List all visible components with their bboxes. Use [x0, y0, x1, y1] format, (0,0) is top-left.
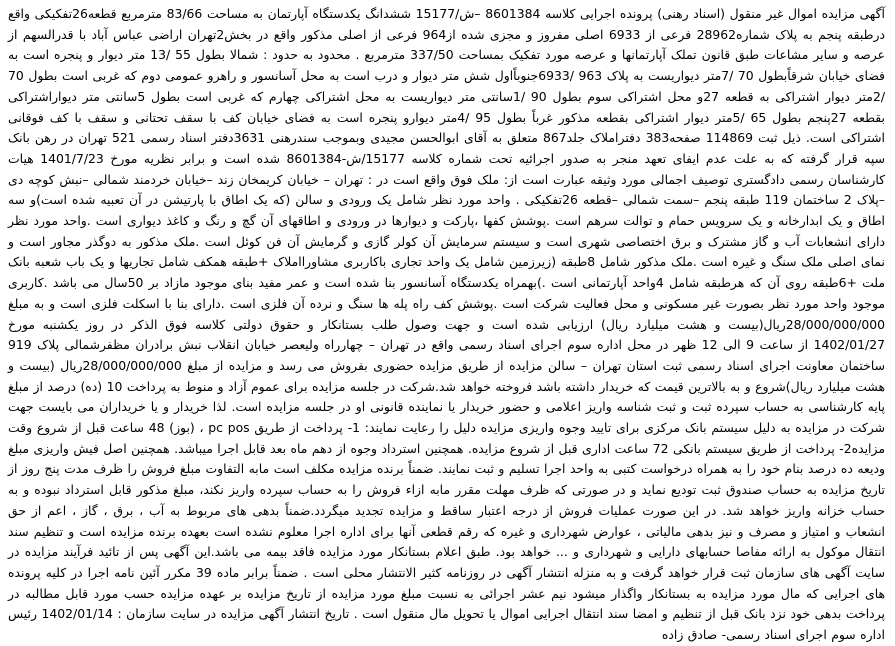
auction-notice-text: آگهی مزایده اموال غیر منقول (اسناد رهنی) پرونده اجرایی کلاسه 8601384 –ش/15177 ششدانگ یکدستگاه آپارتمان به مساحت 83/66 مترمربع قطعه26تفکیکی واقع درطبقه پنجم به پلاک شماره28962 فرعی از 6933 اصلی مفروز و مجزی شده از964 فرعی از اصلی مذکور واقع در بخش2تهران اراضی عباس آباد با قدرالسهم از عرصه و سایر مشاعات طبق قانون تملک آپارتمانها و عرصه مورد تفکیک بمساحت 337/50 مترمربع . محدود به حدود : شمالا بطول 55 /13 متر دیوار و پنجره است به فضای خیابان شرقاًبطول 70 /7متر دیواریست به پلاک 963 /6933جنوباًاول شش متر دیوار و درب است به محل آسانسور و راهرو عمومی دوم که غربی است بطول 70 /2متر دیوار اشتراکی به قطعه 27و محل اشتراکی سوم بطول 90 /1سانتی متر دیواریست به محل اشتراکی چهارم که غربی است بطول 5سانتی متر دیواراشتراکی بقطعه 27پنجم بطول 65 /5متر دیوار اشتراکی بقطعه مذکور غرباً بطول 95 /4متر دیوارو پنجره است به فضای خیابان کف با سقف تحتانی و سقف با کف فوقانی اشتراکی است. ذیل ثبت 114869 صفحه383 دفتراملاک جلد867 متعلق به آقای ابوالحسن مجیدی وبموجب سندرهنی 3631دفتر اسناد رسمی 521 تهران در رهن بانک سپه قرار گرفته که به علت عدم ایفای تعهد منجر به صدور اجرائیه تحت شماره کلاسه 15177/ش-8601384 شده است و برابر نظریه مورخ 1401/7/23 هیات کارشناسان رسمی دادگستری توصیف اجمالی مورد وثیقه عبارت است از: ملک فوق واقع است در : تهران – خیابان کریمخان زند –خیابان خردمند شمالی –نبش کوچه دی –پلاک 2 ساختمان 119 طبقه پنجم –سمت شمالی –قطعه 26تفکیکی . واحد مورد نظر شامل یک ورودی و سالن (که یک اطاق با پارتیشن در آن تعبیه شده است)و سه اطاق و یک ابدارخانه و یک سرویس حمام و توالت سرهم است .پوشش کفها ،پارکت و دیوارها در ورودی و اطاقهای آن گچ و رنگ و کاغذ دیواری است .واحد مورد نظر دارای انشعابات آب و گاز مشترک و برق اختصاصی شهری است و سیستم سرمایش آن کولر گازی و گرمایش آن فن کوئل است .ملک مذکور به دوگذر مجاور است و نمای اصلی ملک سنگ و غیره است .ملک مذکور شامل 8طبقه (زیرزمین شامل یک واحد تجاری باکاربری مشاورااملاک +طبقه همکف شامل تجاریها و یک باب شعبه بانک ملت +6طبقه روی آن که هرطبقه شامل 4واحد آپارتمانی است .)بهمراه یکدستگاه آسانسور بنا شده است و عمر مفید بنای موجود مازاد بر 50سال می باشد .کاربری موجود واحد مورد نظر بصورت غیر مسکونی و محل فعالیت شرکت است .پوشش کف راه پله ها سنگ و نرده آن فلزی است .دارای بنا با اسکلت فلزی است و به مبلغ 28/000/000/000ریال(بیست و هشت میلیارد ریال) ارزیابی شده است و جهت وصول طلب بستانکار و حقوق دولتی کلاسه فوق الذکر در روز یکشنبه مورخ 1402/01/27 از ساعت 9 الی 12 ظهر در محل اداره سوم اجرای اسناد رسمی واقع در تهران – چهارراه ولیعصر خیابان انقلاب نبش برادران مظفرشمالی پلاک 919 ساختمان معاونت اجرای اسناد رسمی ثبت استان تهران – سالن مزایده از طریق مزایده حضوری بفروش می رسد و مزایده از مبلغ 28/000/000/000ریال (بیست و هشت میلیارد ریال)شروع و به بالاترین قیمت که خریدار داشته باشد فروخته خواهد شد.شرکت در جلسه مزایده برای عموم آزاد و منوط به پرداخت 10 (ده) درصد از مبلغ پایه کارشناسی به حساب سپرده ثبت و ثبت شناسه واریز اعلامی و حضور خریدار یا نماینده قانونی او در جلسه مزایده است. لذا خریدار و یا خریداران می بایست جهت شرکت در مزایده به دلیل سیستم بانک مرکزی برای تایید وجوه واریزی مزایده دلیل را رعایت نمایند: 1- پرداخت از طریق pc pos ، (بوز) 48 ساعت قبل از شروع وقت مزایده2- پرداخت از طریق سیستم بانکی 72 ساعت اداری قبل از شروع مزایده. همچنین استرداد وجوه از دهم ماه بعد قابل اجرا میباشد. همچنین اصل فیش واریزی مبلغ ودیعه ده درصد بنام خود را به همراه درخواست کتبی به واحد اجرا تسلیم و ثبت نمایند. ضمناً برنده مزایده مکلف است مابه التفاوت مبلغ فروش را ظرف مدت پنج روز از تاریخ مزایده به حساب صندوق ثبت تودیع نماید و در صورتی که ظرف مهلت مقرر مابه ازاء فروش را به حساب سپرده واریز نکند، مبلغ مذکور قابل استرداد نبوده و به حساب خزانه واریز خواهد شد. در این صورت عملیات فروش از درجه اعتبار ساقط و مزایده تجدید میگردد.ضمناً بدهی های مربوط به آب ، برق ، گاز ، اعم از حق انشعاب و امتیاز و مصرف و نیز بدهی مالیاتی ، عوارض شهرداری و غیره که رقم قطعی آنها برای اداره اجرا معلوم نشده است بعهده برنده مزایده است و تنظیم سند انتقال موکول به ارائه مفاصا حسابهای دارایی و شهرداری و ... خواهد بود. طبق اعلام بستانکار مورد مزایده فاقد بیمه می باشد.این آگهی پس از تائید فرآیند مزایده در سایت آگهی های سازمان ثبت قرار خواهد گرفت و به منزله انتشار آگهی در روزنامه کثیر الانتشار محلی است . ضمناً برابر ماده 39 مکرر آئین نامه اجرا در کلیه پرونده های اجرایی که مال مورد مزایده به بستانکار واگذار میشود نیم عشر اجرائی به نسبت مبلغ مورد مزایده از تاریخ مزایده بر عهده مزایده حسب مورد قابل مطالبه در پرداخت بدهی خود نزد بانک قبل از تنظیم و امضا سند انتقال اجرایی اموال یا تحویل مال منقول است . تاریخ انتشار آگهی مزایده در سایت سازمان : 1402/01/14 رئیس اداره سوم اجرای اسناد رسمی- صادق زاده — [8, 6, 886, 643]
